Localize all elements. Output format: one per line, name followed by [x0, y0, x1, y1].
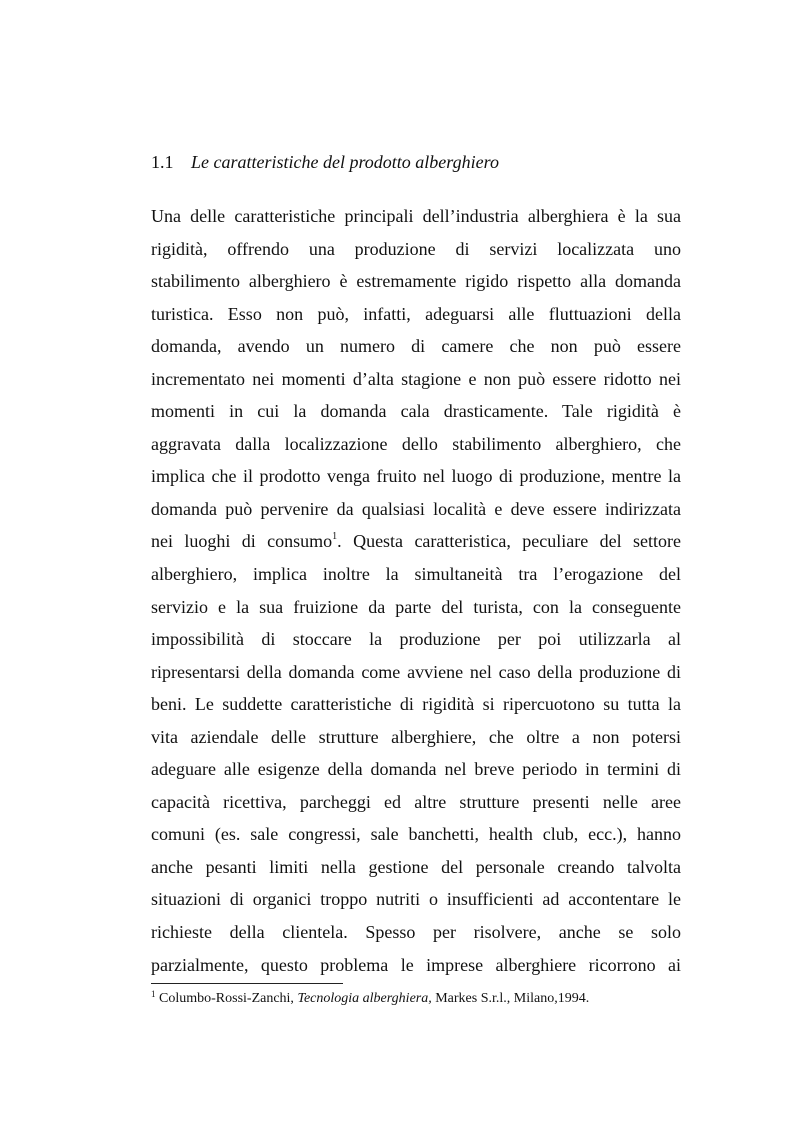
paragraph-line-end: . Questa caratteristica, peculiare del settore	[337, 531, 681, 552]
section-heading	[151, 150, 499, 174]
paragraph-line: comuni (es. sale congressi, sale banchetti, health club, ecc.), hanno	[151, 824, 681, 845]
paragraph-line: alberghiero, implica inoltre la simultaneità tra l’erogazione del	[151, 564, 681, 585]
paragraph-line: parzialmente, questo problema le imprese alberghiere ricorrono ai	[151, 954, 681, 975]
paragraph-line-with-footnote-ref	[151, 525, 681, 558]
paragraph-line: rigidità, offrendo una produzione di servizi localizzata uno	[151, 238, 681, 259]
paragraph-line: situazioni di organici troppo nutriti o insufficienti ad accontentare le	[151, 889, 681, 910]
paragraph-line-start: nei luoghi di consumo	[151, 531, 333, 552]
paragraph-line: incrementato nei momenti d’alta stagione e non può essere ridotto nei	[151, 368, 681, 389]
paragraph-line: capacità ricettiva, parcheggi ed altre strutture presenti nelle aree	[151, 791, 681, 812]
paragraph-line: momenti in cui la domanda cala drasticamente. Tale rigidità è	[151, 401, 681, 422]
paragraph-line: adeguare alle esigenze della domanda nel breve periodo in termini di	[151, 759, 681, 780]
paragraph-line: aggravata dalla localizzazione dello stabilimento alberghiero, che	[151, 433, 681, 454]
footnote-divider	[151, 983, 343, 984]
paragraph-line: turistica. Esso non può, infatti, adeguarsi alle fluttuazioni della	[151, 303, 681, 324]
section-number: 1.1	[151, 152, 174, 172]
footnote-reference[interactable]: 1	[332, 531, 338, 543]
footnote-details: Markes S.r.l., Milano,1994.	[431, 991, 590, 1006]
footnote	[151, 991, 589, 1007]
body-paragraph	[151, 200, 681, 981]
paragraph-line: Una delle caratteristiche principali dell’industria alberghiera è la sua	[151, 206, 681, 226]
footnote-authors: Columbo-Rossi-Zanchi,	[155, 991, 298, 1006]
footnote-marker: 1	[151, 989, 156, 999]
paragraph-line: stabilimento alberghiero è estremamente rigido rispetto alla domanda	[151, 271, 681, 292]
paragraph-line: domanda può pervenire da qualsiasi località e deve essere indirizzata	[151, 498, 681, 519]
paragraph-line: impossibilità di stoccare la produzione per poi utilizzarla al	[151, 629, 681, 650]
paragraph-line: richieste della clientela. Spesso per risolvere, anche se solo	[151, 922, 681, 943]
paragraph-line: ripresentarsi della domanda come avviene nel caso della produzione di	[151, 661, 681, 682]
paragraph-line: domanda, avendo un numero di camere che non può essere	[151, 336, 681, 357]
paragraph-line: beni. Le suddette caratteristiche di rigidità si ripercuotono su tutta la	[151, 694, 681, 715]
paragraph-line: anche pesanti limiti nella gestione del personale creando talvolta	[151, 856, 681, 877]
paragraph-line: servizio e la sua fruizione da parte del turista, con la conseguente	[151, 596, 681, 617]
section-title: Le caratteristiche del prodotto alberghiero	[191, 152, 499, 172]
paragraph-line: implica che il prodotto venga fruito nel luogo di produzione, mentre la	[151, 466, 681, 487]
footnote-book-title: Tecnologia alberghiera,	[297, 991, 432, 1006]
paragraph-line: vita aziendale delle strutture alberghiere, che oltre a non potersi	[151, 726, 681, 747]
